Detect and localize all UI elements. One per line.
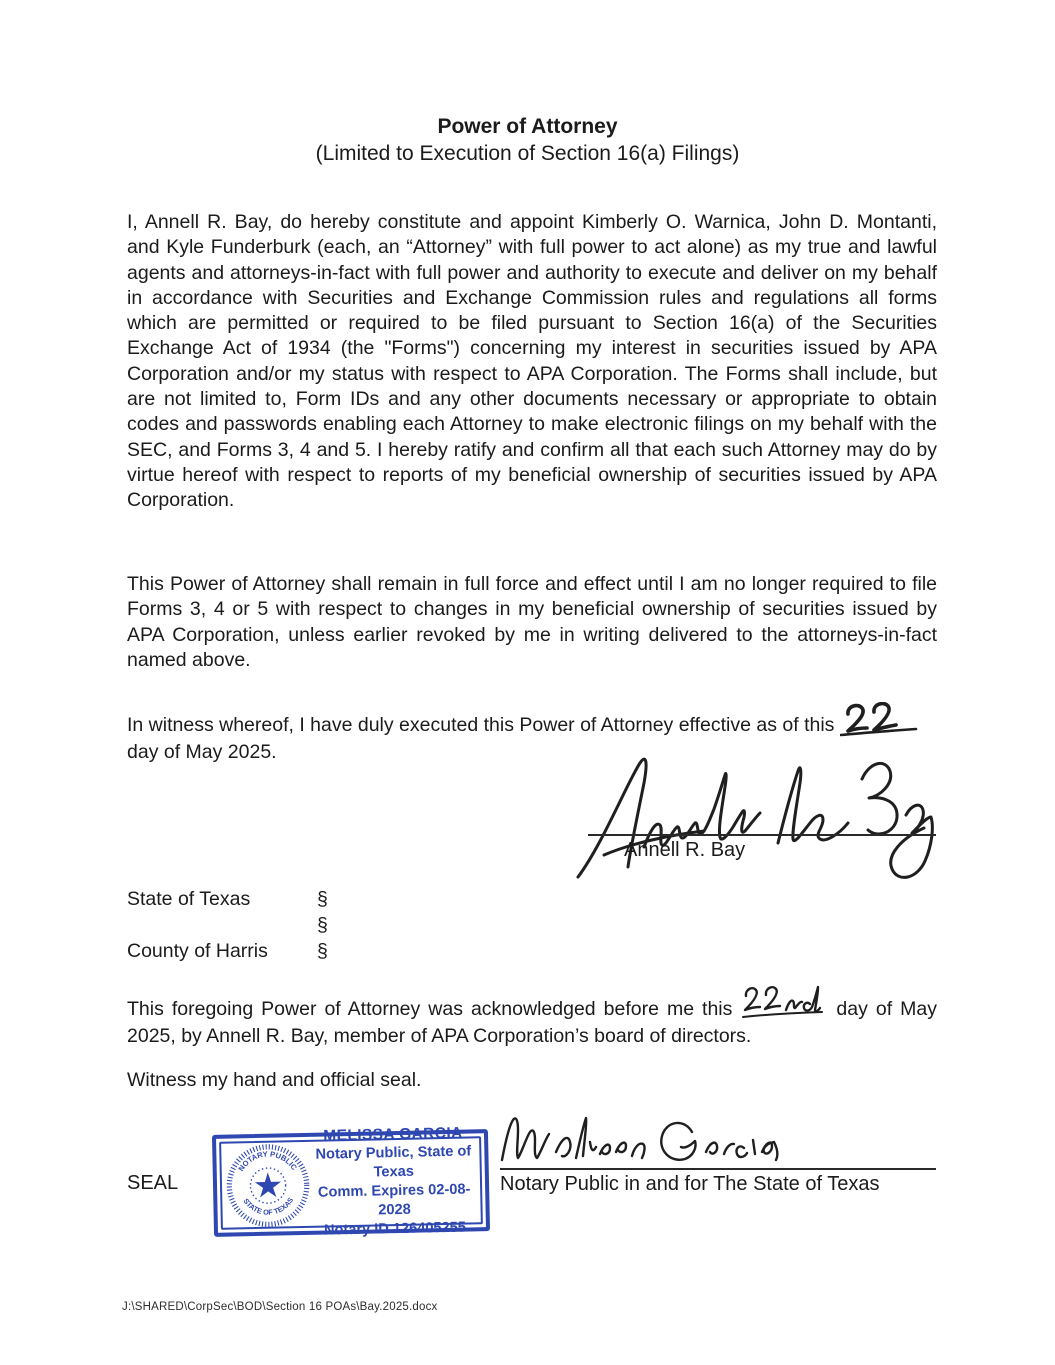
execution-text-after: day of May 2025. bbox=[127, 741, 277, 763]
venue-middle-row bbox=[127, 912, 337, 938]
notary-emblem bbox=[223, 1140, 313, 1230]
venue-state-label: State of Texas bbox=[127, 888, 251, 910]
title-block bbox=[0, 113, 1055, 167]
emblem-top-text: NOTARY PUBLIC bbox=[236, 1149, 299, 1173]
section-symbol: § bbox=[317, 914, 328, 936]
paragraph-duration: This Power of Attorney shall remain in full force and effect until I am no longer required to file Forms 3, 4 or 5 with respect to changes in my beneficial ownership of securities issued by APA Corporation, unless earlier revoked by me in writing delivered to the attorneys-in-fact named above. bbox=[127, 573, 937, 671]
emblem-bottom-text: STATE OF TEXAS bbox=[241, 1195, 296, 1217]
acknowledgment-text-before: This foregoing Power of Attorney was acknowledged before me this bbox=[127, 998, 733, 1020]
section-symbol: § bbox=[317, 888, 328, 910]
notary-stamp-inner-border bbox=[219, 1124, 483, 1239]
venue-county-label: County of Harris bbox=[127, 940, 268, 962]
witness-line: Witness my hand and official seal. bbox=[127, 1069, 422, 1091]
svg-text:NOTARY PUBLIC bbox=[236, 1149, 299, 1174]
notary-title: Notary Public in and for The State of Texas bbox=[500, 1173, 880, 1195]
notary-stamp bbox=[212, 1124, 490, 1239]
paragraph-appointment: I, Annell R. Bay, do hereby constitute and appoint Kimberly O. Warnica, John D. Montanti, and Kyle Funderburk (each, an “Attorney” with full power to act alone) as my true and lawful agents and attorneys-in-fact with full power and authority to execute and deliver on my behalf in accordance with Securities and Exchange Commission rules and regulations all forms which are permitted or required to be filed pursuant to Section 16(a) of the Securities Exchange Act of 1934 (the "Forms") concerning my interest in securities issued by APA Corporation and/or my status with respect to APA Corporation. The Forms shall include, but are not limited to, Form IDs and any other documents necessary or appropriate to obtain codes and passwords enabling each Attorney to make electronic filings on my behalf with the SEC, and Forms 3, 4 and 5. I hereby ratify and confirm all that each such Attorney may do by virtue hereof with respect to reports of my beneficial ownership of securities issued by APA Corporation. bbox=[127, 211, 937, 512]
paragraph-acknowledgment bbox=[127, 984, 937, 1049]
svg-text:STATE OF TEXAS bbox=[241, 1195, 295, 1217]
signer-printed-name: Annell R. Bay bbox=[624, 839, 746, 861]
execution-text-before: In witness whereof, I have duly executed this Power of Attorney effective as of this bbox=[127, 714, 835, 736]
document-title: Power of Attorney bbox=[437, 115, 618, 138]
signer-signature-ink bbox=[570, 751, 950, 891]
venue-county-row bbox=[127, 938, 337, 964]
handwritten-day-22 bbox=[840, 702, 918, 740]
handwritten-day-22-ink bbox=[840, 702, 918, 740]
notary-signature-ink bbox=[496, 1110, 816, 1170]
notary-commission-line: Notary Public, State of Texas bbox=[315, 1143, 472, 1181]
notary-signature-line bbox=[500, 1168, 936, 1170]
handwritten-day-22nd-ink bbox=[740, 984, 828, 1024]
acknowledgment-text-after: day of May 2025, by Annell R. Bay, member of APA Corporation’s board of directors. bbox=[127, 998, 937, 1047]
signer-signature-block bbox=[588, 763, 936, 873]
handwritten-day-22nd bbox=[740, 984, 828, 1024]
footer-file-path: J:\SHARED\CorpSec\BOD\Section 16 POAs\Bay.2025.docx bbox=[122, 1301, 438, 1313]
star-icon bbox=[255, 1172, 282, 1197]
seal-label: SEAL bbox=[127, 1172, 179, 1194]
notary-name: MELISSA GARCIA bbox=[323, 1124, 463, 1145]
venue-state-row bbox=[127, 886, 337, 912]
notary-expiry-line: Comm. Expires 02-08-2028 bbox=[317, 1181, 471, 1219]
notary-id-line: Notary ID 126405255 bbox=[323, 1219, 467, 1239]
notary-stamp-text bbox=[311, 1123, 481, 1240]
venue-block bbox=[127, 886, 337, 964]
document-subtitle: (Limited to Execution of Section 16(a) Filings) bbox=[315, 142, 740, 165]
section-symbol: § bbox=[317, 940, 328, 962]
signature-line bbox=[588, 834, 936, 836]
